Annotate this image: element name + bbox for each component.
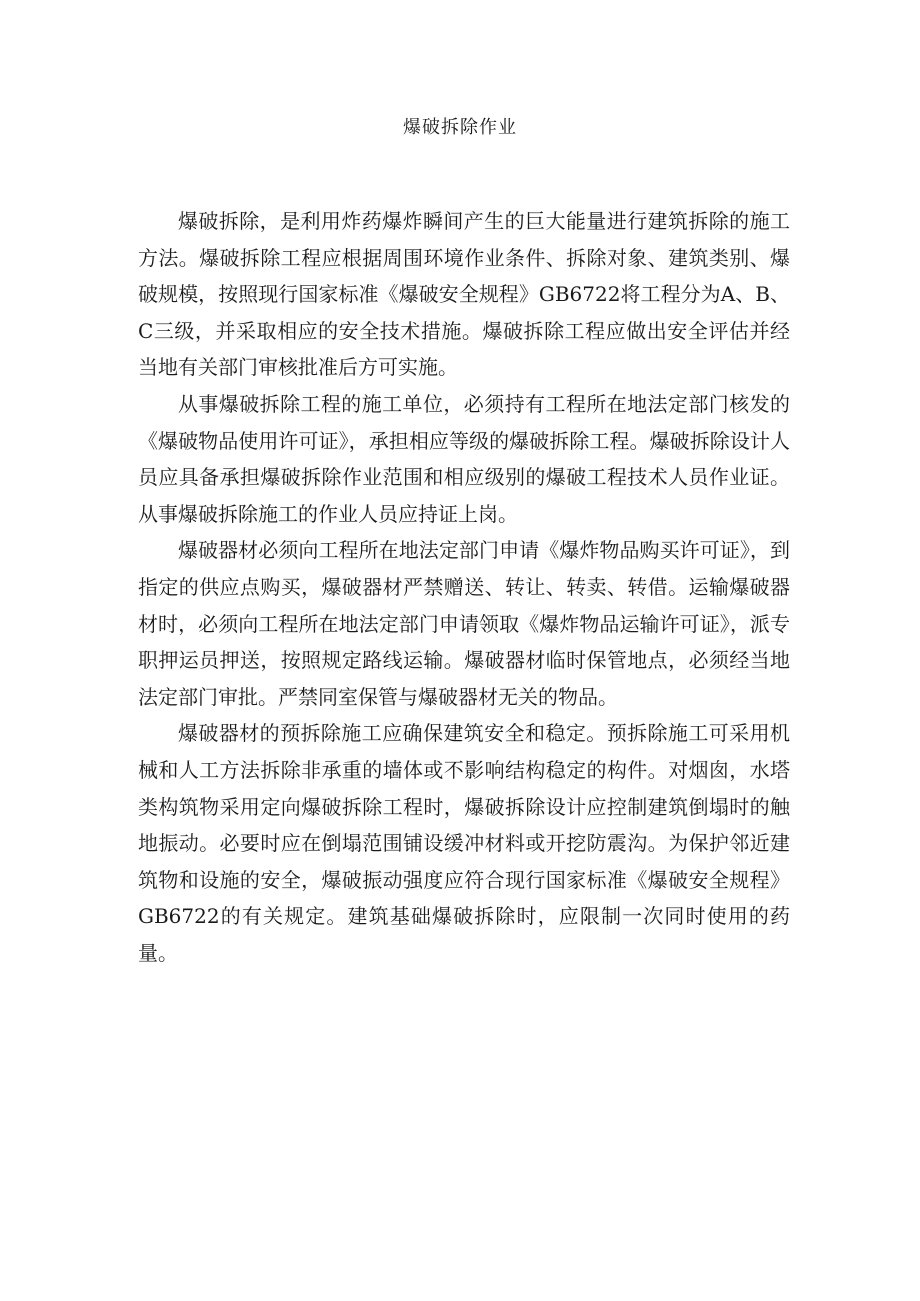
paragraph: 爆破器材的预拆除施工应确保建筑安全和稳定。预拆除施工可采用机械和人工方法拆除非承重的墙体或不影响结构稳定的构件。对烟囱，水塔类构筑物采用定向爆破拆除工程时，爆破拆除设计应控制建筑倒塌时的触地振动。必要时应在倒塌范围铺设缓冲材料或开挖防震沟。为保护邻近建筑物和设施的安全，爆破振动强度应符合现行国家标准《爆破安全规程》GB6722的有关规定。建筑基础爆破拆除时，应限制一次同时使用的药量。 <box>138 721 790 965</box>
document-title: 爆破拆除作业 <box>403 117 517 138</box>
paragraph: 从事爆破拆除工程的施工单位，必须持有工程所在地法定部门核发的《爆破物品使用许可证》，承担相应等级的爆破拆除工程。爆破拆除设计人员应具备承担爆破拆除作业范围和相应级别的爆破工程技术人员作业证。从事爆破拆除施工的作业人员应持证上岗。 <box>138 391 790 526</box>
document-body <box>138 203 790 971</box>
paragraph: 爆破拆除，是利用炸药爆炸瞬间产生的巨大能量进行建筑拆除的施工方法。爆破拆除工程应根据周围环境作业条件、拆除对象、建筑类别、爆破规模，按照现行国家标准《爆破安全规程》GB6722将工程分为A、B、C三级，并采取相应的安全技术措施。爆破拆除工程应做出安全评估并经当地有关部门审核批准后方可实施。 <box>138 209 790 380</box>
paragraph: 爆破器材必须向工程所在地法定部门申请《爆炸物品购买许可证》，到指定的供应点购买，爆破器材严禁赠送、转让、转卖、转借。运输爆破器材时，必须向工程所在地法定部门申请领取《爆炸物品运输许可证》，派专职押运员押送，按照规定路线运输。爆破器材临时保管地点，必须经当地法定部门审批。严禁同室保管与爆破器材无关的物品。 <box>138 538 790 709</box>
